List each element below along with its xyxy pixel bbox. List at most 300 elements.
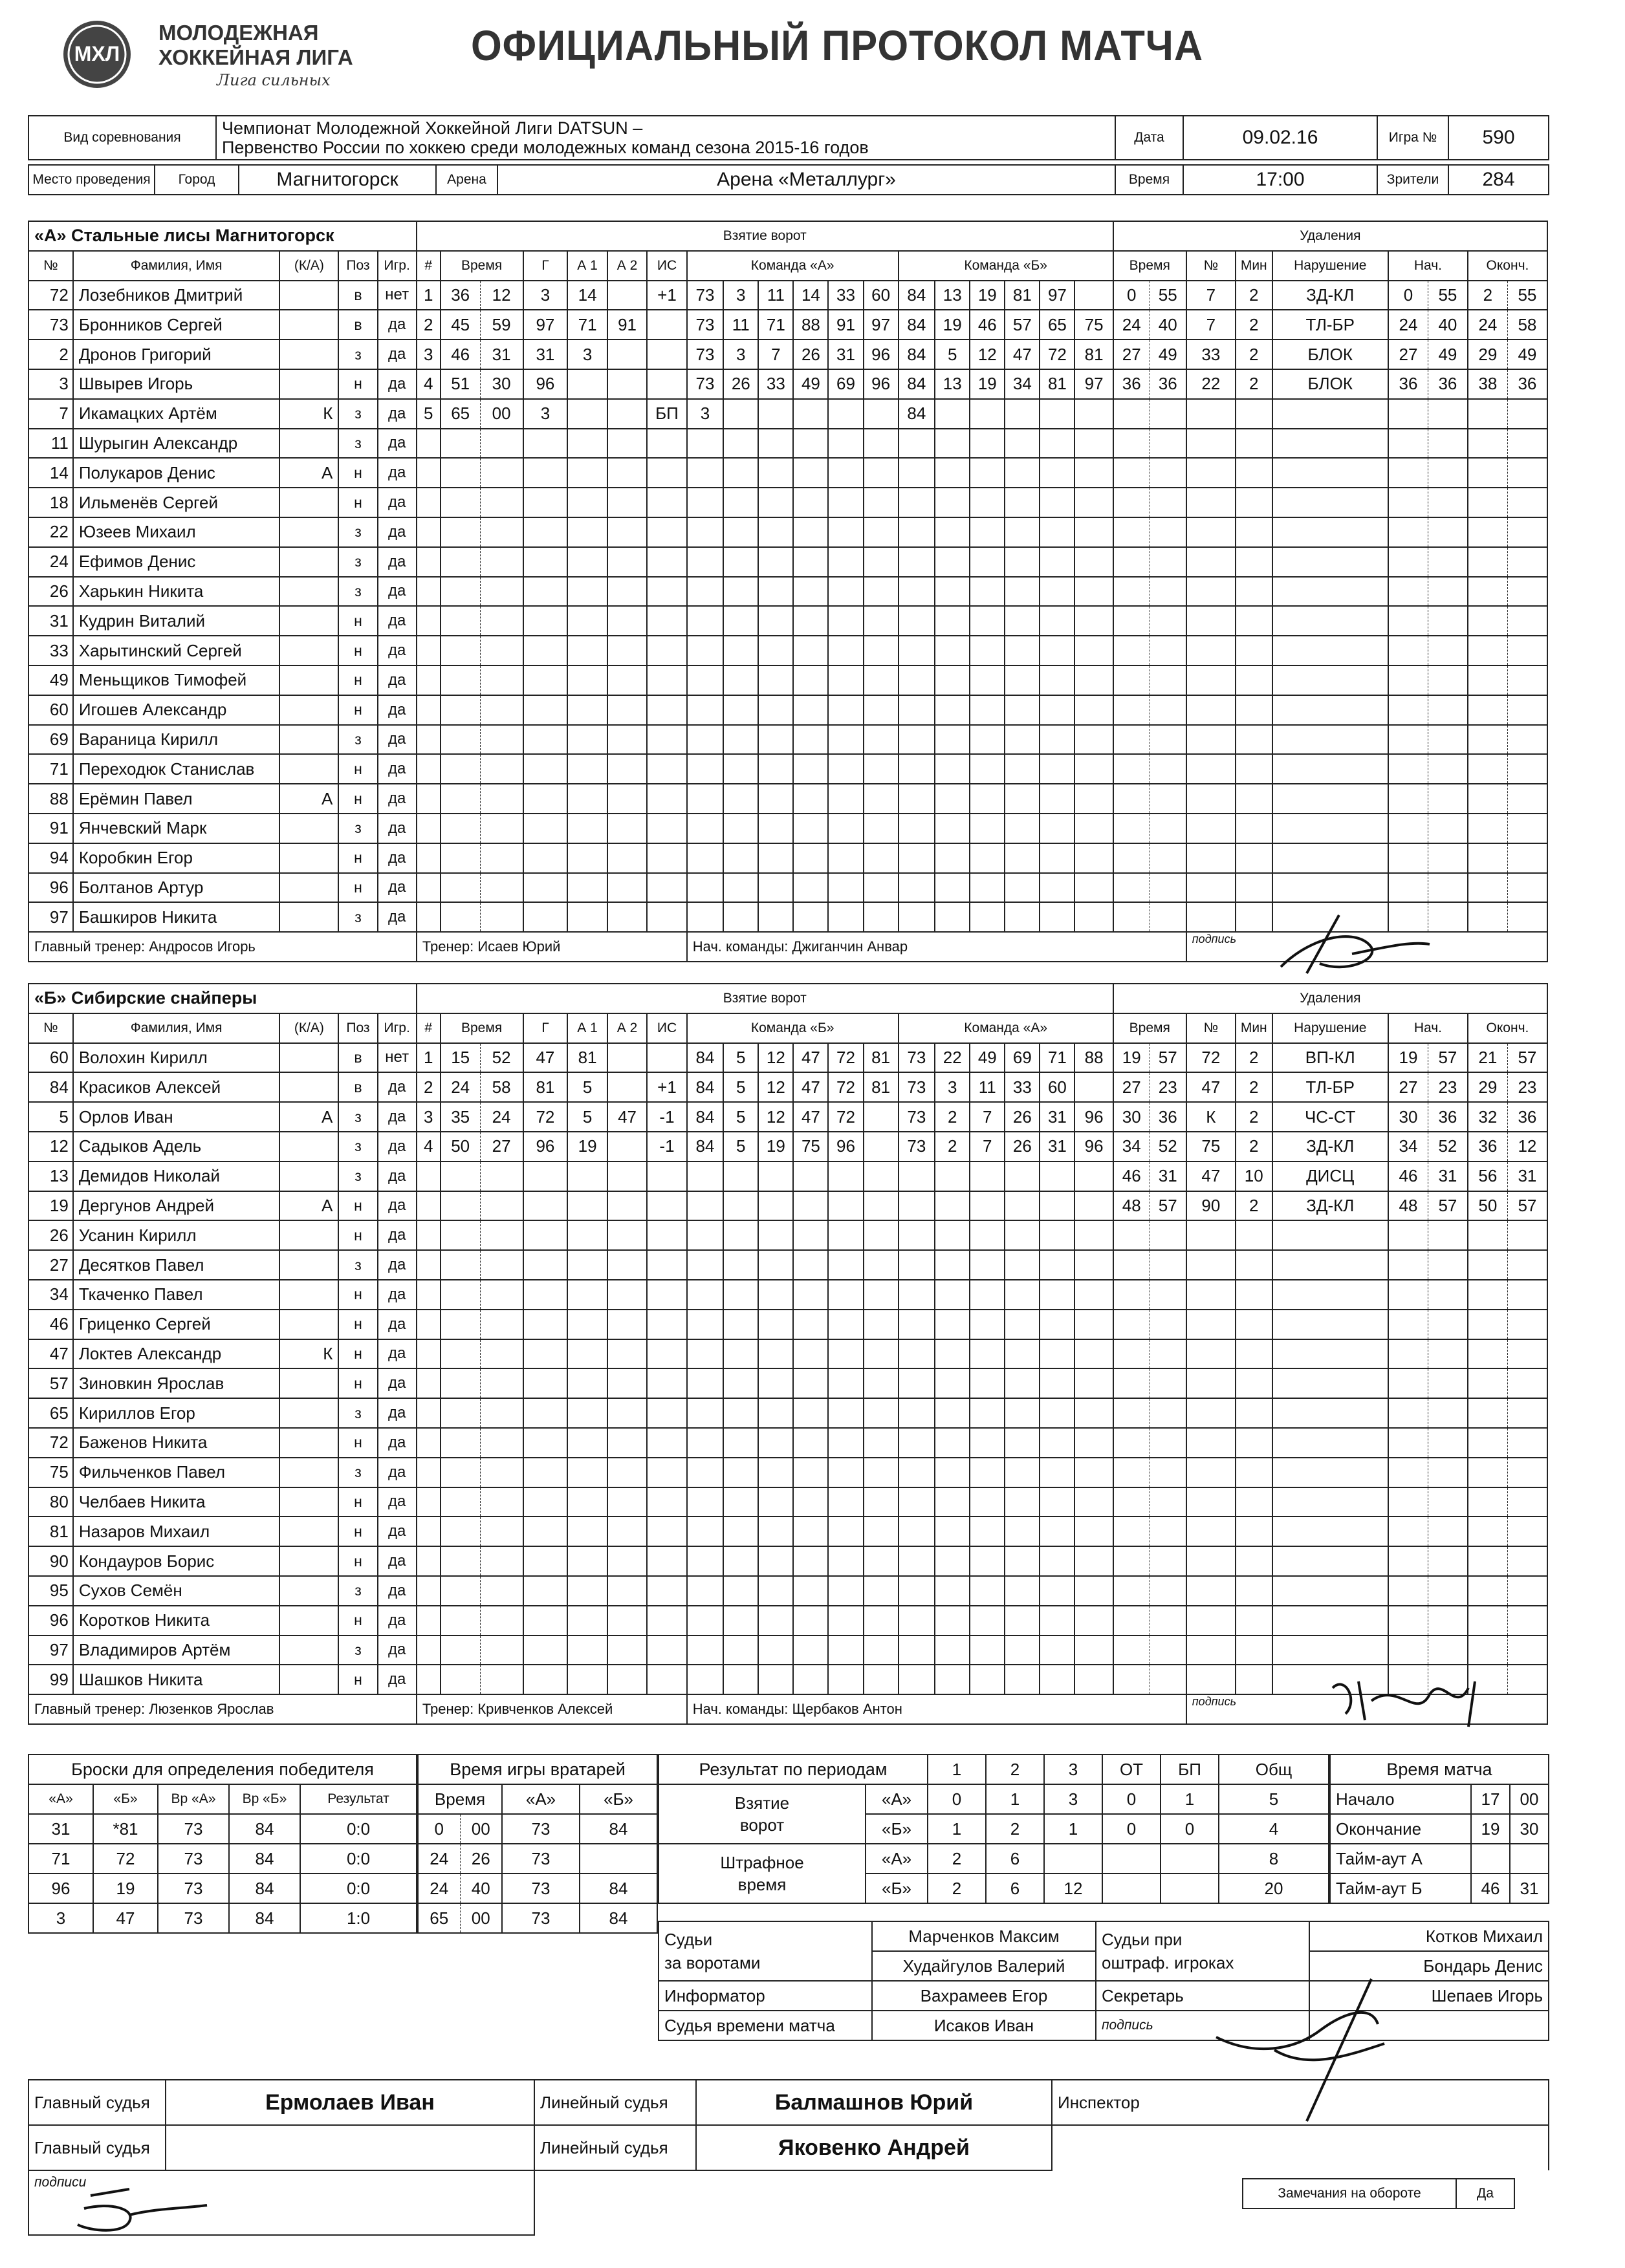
- pen-cell: [1150, 754, 1186, 784]
- pen-sec: 57: [1150, 1043, 1186, 1073]
- pen-cell: [1507, 902, 1547, 932]
- pen-player: 90: [1186, 1191, 1236, 1221]
- goal-cell: [899, 1576, 935, 1606]
- goalie-b: 84: [580, 1903, 657, 1933]
- goal-cell: [1074, 488, 1113, 517]
- pen-cell: [1186, 665, 1236, 695]
- goal-sec: 00: [480, 399, 523, 429]
- goal-cell: [793, 754, 828, 784]
- player-name: Красиков Алексей: [73, 1072, 280, 1102]
- goal-judges-label-2: за воротами: [664, 1953, 761, 1972]
- goal-cell: [828, 665, 863, 695]
- pen-cell: [1150, 784, 1186, 814]
- player-name: Дронов Григорий: [73, 340, 280, 369]
- goal-cell: [1074, 1280, 1113, 1310]
- pen-cell: [1113, 873, 1150, 903]
- pen-cell: [1272, 695, 1388, 725]
- own-on-ice: 12: [758, 1072, 793, 1102]
- opp-on-ice: 7: [970, 1102, 1005, 1132]
- pen-cell: [1150, 547, 1186, 577]
- goal-cell: [1040, 1398, 1074, 1428]
- goal-cell: [723, 725, 758, 755]
- goal-cell: [723, 458, 758, 488]
- own-on-ice: 84: [687, 1072, 724, 1102]
- own-on-ice: 73: [687, 369, 724, 399]
- goal-cell: [687, 1220, 724, 1250]
- pen-minutes: 2: [1236, 369, 1272, 399]
- goal-min: [441, 754, 480, 784]
- pen-cell: [1507, 873, 1547, 903]
- goal-sec: [480, 517, 523, 547]
- goal-cell: [417, 1458, 441, 1487]
- periods-table: [658, 1754, 1329, 1904]
- goal-cell: [1074, 429, 1113, 459]
- opp-on-ice: 88: [1074, 1043, 1113, 1073]
- pen-cell: [1272, 1310, 1388, 1339]
- player-row: [28, 577, 1547, 607]
- pen-cell: [1186, 1398, 1236, 1428]
- pen-sec: 31: [1150, 1161, 1186, 1191]
- goal-scorer: 96: [523, 369, 568, 399]
- pen-cell: [1150, 606, 1186, 636]
- player-name: Владимиров Артём: [73, 1636, 280, 1665]
- player-played: да: [378, 665, 417, 695]
- player-role: А: [279, 784, 338, 814]
- goal-cell: [1074, 547, 1113, 577]
- player-played: да: [378, 1368, 417, 1398]
- goal-cell: [758, 784, 793, 814]
- player-row: [28, 725, 1547, 755]
- goal-cell: [1005, 725, 1040, 755]
- goal-cell: [793, 429, 828, 459]
- goal-cell: [647, 458, 686, 488]
- pen-cell: [1236, 873, 1272, 903]
- player-number: 14: [28, 458, 73, 488]
- goal-cell: [417, 1310, 441, 1339]
- pen-cell: [1236, 1398, 1272, 1428]
- goal-sec: [480, 1161, 523, 1191]
- pen-start-sec: 49: [1428, 340, 1467, 369]
- pen-cell: [1468, 1606, 1507, 1636]
- goal-cell: [417, 1220, 441, 1250]
- own-on-ice: 19: [758, 1132, 793, 1161]
- goal-cell: [607, 873, 647, 903]
- goal-cell: [828, 1606, 863, 1636]
- goal-cell: [899, 1487, 935, 1517]
- goal-min: [441, 1161, 480, 1191]
- goal-cell: [417, 1250, 441, 1280]
- player-row: [28, 1339, 1547, 1369]
- player-played: да: [378, 488, 417, 517]
- pen-cell: [1186, 695, 1236, 725]
- goal-cell: [758, 725, 793, 755]
- player-number: 96: [28, 873, 73, 903]
- player-name: Полукаров Денис: [73, 458, 280, 488]
- goal-cell: [1074, 1368, 1113, 1398]
- pen-cell: [1236, 1606, 1272, 1636]
- player-name: Ткаченко Павел: [73, 1280, 280, 1310]
- goal-cell: [1074, 843, 1113, 873]
- goal-cell: [723, 784, 758, 814]
- goal-cell: [793, 1191, 828, 1221]
- opp-on-ice: [970, 399, 1005, 429]
- goal-sec: [480, 1606, 523, 1636]
- own-on-ice: 31: [828, 340, 863, 369]
- goal-cell: [523, 1606, 568, 1636]
- goal-cell: [1074, 1191, 1113, 1221]
- goal-cell: [793, 1606, 828, 1636]
- goal-cell: [935, 1517, 970, 1546]
- pen-cell: [1150, 458, 1186, 488]
- player-played: да: [378, 1220, 417, 1250]
- goal-cell: [864, 1458, 899, 1487]
- goal-cell: [523, 695, 568, 725]
- competition-name: [216, 116, 1115, 160]
- goal-sec: [480, 577, 523, 607]
- own-on-ice: 3: [723, 281, 758, 310]
- player-number: 11: [28, 429, 73, 459]
- pen-start-sec: 36: [1428, 1102, 1467, 1132]
- goalie-time-row: [418, 1814, 657, 1844]
- pen-cell: [1428, 1250, 1467, 1280]
- pen-violation: ТЛ-БР: [1272, 310, 1388, 340]
- col-pen-num: №: [1186, 1013, 1236, 1043]
- goal-cell: [758, 695, 793, 725]
- player-row: [28, 1191, 1547, 1221]
- goal-sec: [480, 754, 523, 784]
- opp-on-ice: [935, 399, 970, 429]
- player-row: [28, 458, 1547, 488]
- goal-cell: [935, 1546, 970, 1576]
- goal-cell: [1040, 1250, 1074, 1280]
- goal-cell: [935, 784, 970, 814]
- pen-cell: [1468, 1310, 1507, 1339]
- goal-cell: [417, 1546, 441, 1576]
- pen-cell: [1113, 1428, 1150, 1458]
- pen-cell: [1468, 695, 1507, 725]
- goalie-time-title: Время игры вратарей: [418, 1755, 657, 1784]
- player-played: да: [378, 1102, 417, 1132]
- goal-cell: [864, 1310, 899, 1339]
- goal-cell: [758, 1368, 793, 1398]
- player-position: з: [338, 1132, 377, 1161]
- pen-violation: ДИСЦ: [1272, 1161, 1388, 1191]
- pen-cell: [1507, 1339, 1547, 1369]
- pen-min: 48: [1113, 1191, 1150, 1221]
- own-on-ice: 81: [864, 1043, 899, 1073]
- goal-cell: [828, 1576, 863, 1606]
- pen-cell: [1428, 1310, 1467, 1339]
- pen-cell: [1113, 1339, 1150, 1369]
- goal-min: [441, 577, 480, 607]
- pen-cell: [1272, 1398, 1388, 1428]
- player-position: н: [338, 1368, 377, 1398]
- goals-label: [659, 1784, 866, 1844]
- goal-sec: [480, 902, 523, 932]
- goal-cell: [970, 1280, 1005, 1310]
- goal-assist-2: [607, 1043, 647, 1073]
- pen-minutes: 2: [1236, 340, 1272, 369]
- start-h: 17: [1471, 1784, 1510, 1814]
- league-name-line2: ХОККЕЙНАЯ ЛИГА: [158, 45, 353, 69]
- player-name: Ефимов Денис: [73, 547, 280, 577]
- goal-cell: [1074, 695, 1113, 725]
- player-played: да: [378, 1576, 417, 1606]
- col-pen-time: Время: [1113, 1013, 1186, 1043]
- inspector-cell: [1052, 2125, 1549, 2170]
- goal-cell: [793, 695, 828, 725]
- player-played: да: [378, 547, 417, 577]
- pen-cell: [1468, 843, 1507, 873]
- goal-min: [441, 517, 480, 547]
- goal-cell: [1040, 1517, 1074, 1546]
- goal-min: 36: [441, 281, 480, 310]
- goal-cell: [864, 873, 899, 903]
- goal-situation: -1: [647, 1102, 686, 1132]
- goal-cell: [828, 1546, 863, 1576]
- goal-cell: [970, 1191, 1005, 1221]
- penalties-section-header: Удаления: [1113, 984, 1547, 1013]
- player-name: Сухов Семён: [73, 1576, 280, 1606]
- pen-cell: [1150, 1665, 1186, 1694]
- opp-on-ice: 47: [1005, 340, 1040, 369]
- goal-cell: [864, 1368, 899, 1398]
- pen-end-min: 29: [1468, 1072, 1507, 1102]
- shootout-table: [28, 1754, 417, 1934]
- goal-cell: [1040, 606, 1074, 636]
- pen-sec: 36: [1150, 1102, 1186, 1132]
- goal-cell: [935, 1458, 970, 1487]
- player-row: [28, 1458, 1547, 1487]
- goal-cell: [417, 1665, 441, 1694]
- player-position: з: [338, 340, 377, 369]
- goal-cell: [899, 1546, 935, 1576]
- shootout-cell: *81: [93, 1814, 158, 1844]
- goal-cell: [687, 1250, 724, 1280]
- goal-cell: [687, 1339, 724, 1369]
- goal-cell: [647, 1517, 686, 1546]
- opp-on-ice: 7: [970, 1132, 1005, 1161]
- goal-cell: [899, 1368, 935, 1398]
- player-row: [28, 665, 1547, 695]
- player-number: 13: [28, 1161, 73, 1191]
- goal-cell: [607, 784, 647, 814]
- city-value: Магнитогорск: [239, 165, 436, 195]
- player-number: 84: [28, 1072, 73, 1102]
- goal-cell: [417, 1636, 441, 1665]
- opp-on-ice: 26: [1005, 1132, 1040, 1161]
- pen-cell: [1113, 665, 1150, 695]
- player-position: н: [338, 843, 377, 873]
- goal-cell: [1040, 873, 1074, 903]
- goal-cell: [828, 1458, 863, 1487]
- opp-on-ice: 69: [1005, 1043, 1040, 1073]
- pen-cell: [1272, 725, 1388, 755]
- col-pen-min: Мин: [1236, 1013, 1272, 1043]
- linesman-1-label: Линейный судья: [534, 2080, 696, 2125]
- opp-on-ice: 13: [935, 369, 970, 399]
- goal-cell: [1005, 517, 1040, 547]
- goal-cell: [1040, 784, 1074, 814]
- pen-minutes: 2: [1236, 1043, 1272, 1073]
- own-on-ice: [864, 399, 899, 429]
- goal-cell: [899, 488, 935, 517]
- pen-start-min: 0: [1388, 281, 1428, 310]
- col-goal-time: Время: [441, 251, 523, 281]
- own-on-ice: 84: [687, 1043, 724, 1073]
- player-played: да: [378, 1280, 417, 1310]
- player-role: [279, 281, 338, 310]
- goal-cell: [970, 517, 1005, 547]
- player-number: 75: [28, 1458, 73, 1487]
- pen-cell: [1186, 577, 1236, 607]
- goal-cell: [567, 814, 607, 843]
- pen-cell: [1186, 458, 1236, 488]
- pen-cell: [1272, 517, 1388, 547]
- pen-cell: [1113, 429, 1150, 459]
- player-position: з: [338, 577, 377, 607]
- goal-min: [441, 814, 480, 843]
- goal-cell: [758, 606, 793, 636]
- end-m: 30: [1510, 1814, 1549, 1844]
- pen-cell: [1428, 606, 1467, 636]
- goal-min: [441, 1250, 480, 1280]
- goal-cell: [687, 517, 724, 547]
- goal-cell: [523, 1576, 568, 1606]
- opp-on-ice: [1005, 399, 1040, 429]
- goalie-time-header: Время: [418, 1784, 502, 1814]
- goal-cell: [899, 577, 935, 607]
- opp-on-ice: 73: [899, 1132, 935, 1161]
- player-position: з: [338, 1161, 377, 1191]
- goal-cell: [970, 1161, 1005, 1191]
- player-number: 5: [28, 1102, 73, 1132]
- goal-cell: [1005, 1339, 1040, 1369]
- goal-cell: [1005, 547, 1040, 577]
- period-cell: 2: [986, 1814, 1044, 1844]
- goal-cell: [864, 606, 899, 636]
- col-name: Фамилия, Имя: [73, 1013, 280, 1043]
- pen-cell: [1272, 1220, 1388, 1250]
- player-name: Локтев Александр: [73, 1339, 280, 1369]
- goal-cell: [523, 429, 568, 459]
- goal-min: [441, 1310, 480, 1339]
- start-label: Начало: [1330, 1784, 1471, 1814]
- player-number: 90: [28, 1546, 73, 1576]
- goal-cell: [647, 1280, 686, 1310]
- pen-cell: [1507, 606, 1547, 636]
- goal-cell: [1040, 429, 1074, 459]
- goal-cell: [567, 1220, 607, 1250]
- opp-on-ice: 73: [899, 1043, 935, 1073]
- player-position: з: [338, 517, 377, 547]
- opp-on-ice: 19: [970, 281, 1005, 310]
- goal-cell: [828, 1280, 863, 1310]
- goal-cell: [1005, 1487, 1040, 1517]
- goal-cell: [864, 458, 899, 488]
- goal-cell: [607, 517, 647, 547]
- player-played: да: [378, 1339, 417, 1369]
- player-played: да: [378, 695, 417, 725]
- goal-cell: [647, 754, 686, 784]
- goal-cell: [417, 665, 441, 695]
- player-name: Кудрин Виталий: [73, 606, 280, 636]
- head-coach: Главный тренер: Андросов Игорь: [28, 932, 417, 962]
- goal-cell: [567, 1458, 607, 1487]
- player-row: [28, 429, 1547, 459]
- goal-cell: [607, 429, 647, 459]
- goal-scorer: 31: [523, 340, 568, 369]
- goalie-a: 73: [502, 1903, 580, 1933]
- goal-cell: [567, 1339, 607, 1369]
- goal-cell: [523, 1310, 568, 1339]
- pen-cell: [1272, 1368, 1388, 1398]
- period-cell: 2: [928, 1874, 986, 1903]
- goal-cell: [935, 1250, 970, 1280]
- player-name: Харькин Никита: [73, 577, 280, 607]
- goal-min: [441, 488, 480, 517]
- own-on-ice: [864, 1102, 899, 1132]
- goal-cell: [1074, 1428, 1113, 1458]
- pen-cell: [1236, 1576, 1272, 1606]
- goal-cell: [723, 1517, 758, 1546]
- own-on-ice: 71: [758, 310, 793, 340]
- goal-min: 51: [441, 369, 480, 399]
- player-role: [279, 902, 338, 932]
- opp-on-ice: 22: [935, 1043, 970, 1073]
- pen-cell: [1468, 1398, 1507, 1428]
- col-pen-time: Время: [1113, 251, 1186, 281]
- opp-on-ice: 2: [935, 1132, 970, 1161]
- own-on-ice: 5: [723, 1132, 758, 1161]
- goal-cell: [758, 1606, 793, 1636]
- shootout-cell: 3: [28, 1903, 93, 1933]
- pen-sec: 55: [1150, 281, 1186, 310]
- goal-cell: [607, 754, 647, 784]
- goal-min: 46: [441, 340, 480, 369]
- goal-cell: [1005, 1191, 1040, 1221]
- goal-cell: [417, 1487, 441, 1517]
- opp-on-ice: 3: [935, 1072, 970, 1102]
- goal-assist-1: 3: [567, 340, 607, 369]
- goalie-sec: 40: [460, 1874, 502, 1903]
- goal-cell: [607, 636, 647, 665]
- goal-cell: [607, 843, 647, 873]
- goal-cell: [523, 488, 568, 517]
- shootout-cell: 73: [158, 1814, 229, 1844]
- pen-minutes: 2: [1236, 1191, 1272, 1221]
- goal-cell: [647, 1398, 686, 1428]
- goal-cell: [828, 547, 863, 577]
- player-name: Орлов Иван: [73, 1102, 280, 1132]
- player-position: з: [338, 1576, 377, 1606]
- goal-cell: [828, 1517, 863, 1546]
- goal-cell: [687, 754, 724, 784]
- pen-end-sec: 36: [1507, 369, 1547, 399]
- goal-cell: [417, 902, 441, 932]
- goal-cell: [758, 754, 793, 784]
- goal-cell: [687, 814, 724, 843]
- goal-cell: [793, 636, 828, 665]
- goal-cell: [607, 1665, 647, 1694]
- pen-cell: [1388, 399, 1428, 429]
- goal-cell: [1005, 1606, 1040, 1636]
- pen-cell: [1507, 1368, 1547, 1398]
- goal-cell: [899, 665, 935, 695]
- goal-cell: [1005, 636, 1040, 665]
- goal-cell: [723, 1458, 758, 1487]
- goal-cell: [567, 1191, 607, 1221]
